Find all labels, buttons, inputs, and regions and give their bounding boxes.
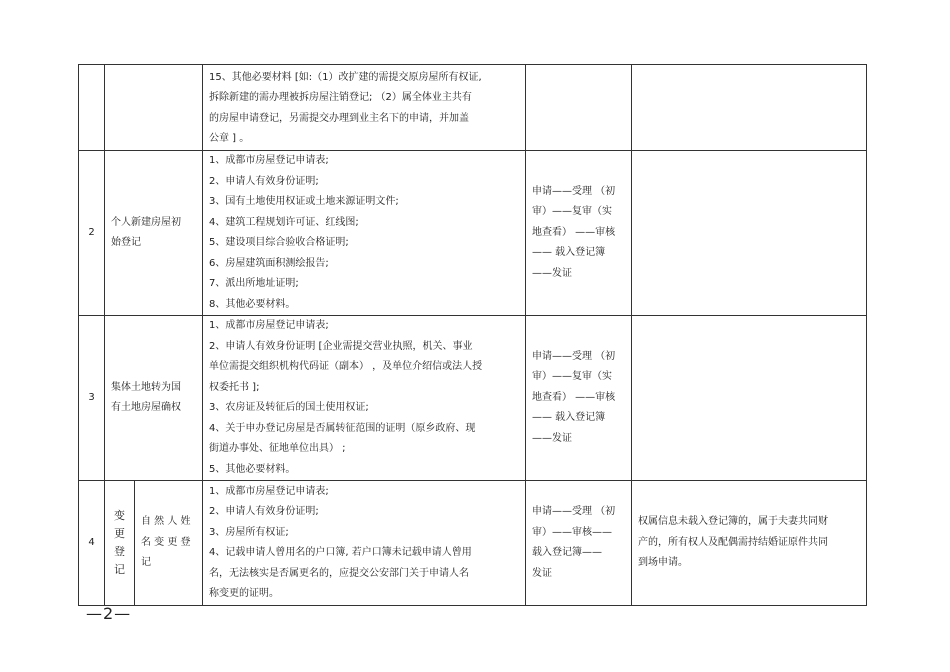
process-line: —— 载入登记簿 <box>532 247 606 259</box>
material-line: 2、申请人有效身份证明; <box>209 175 319 187</box>
item-name-line: 记 <box>141 557 151 569</box>
material-line: 2、申请人有效身份证明; <box>209 506 319 517</box>
category-cell <box>105 481 135 606</box>
table-row <box>79 65 867 151</box>
item-name <box>105 65 203 151</box>
process-cell <box>526 481 632 606</box>
required-materials <box>203 151 526 316</box>
material-line: 名，无法核实是否属更名的，应提交公安部门关于申请人名 <box>209 567 469 579</box>
process-line: 地查看） ——审核 <box>532 391 616 403</box>
required-materials <box>203 316 526 481</box>
item-name-line: 自 然 人 姓 <box>141 516 191 528</box>
material-line: 1、成都市房屋登记申请表; <box>209 320 329 331</box>
category-char: 变 <box>114 509 125 522</box>
material-line: 4、关于申办登记房屋是否属转征范围的证明（原乡政府、现 <box>209 422 476 434</box>
table-row <box>79 151 867 316</box>
process-line: 申请——受理 （初 <box>532 506 616 517</box>
note-line: 到场申请。 <box>638 557 688 569</box>
material-line: 的房屋申请登记，另需提交办理到业主名下的申请，并加盖 <box>209 112 469 124</box>
required-materials <box>203 65 526 151</box>
note-cell <box>632 481 867 606</box>
item-name-line: 始登记 <box>111 237 141 248</box>
row-number <box>79 65 105 151</box>
process-cell <box>526 151 632 316</box>
material-line: 单位需提交组织机构代码证（副本） ，及单位介绍信或法人授 <box>209 361 483 372</box>
note-line: 权属信息未载入登记簿的，属于夫妻共同财 <box>638 516 828 528</box>
material-line: 15、其他必要材料 [如:（1）改扩建的需提交原房屋所有权证, <box>209 71 482 83</box>
page-number: —2— <box>86 604 132 623</box>
process-cell <box>526 65 632 151</box>
table-row <box>79 481 867 606</box>
material-line: 公章 ] 。 <box>209 133 250 144</box>
material-line: 街道办事处、征地单位出具） ; <box>209 443 346 454</box>
process-cell <box>526 316 632 481</box>
material-line: 7、派出所地址证明; <box>209 278 299 289</box>
registration-table <box>78 64 867 606</box>
process-line: ——发证 <box>532 432 572 444</box>
material-line: 5、其他必要材料。 <box>209 463 296 475</box>
material-line: 5、建设项目综合验收合格证明; <box>209 237 349 248</box>
item-name <box>105 316 203 481</box>
material-line: 3、国有土地使用权证或土地来源证明文件; <box>209 196 399 207</box>
material-line: 3、农房证及转征后的国土使用权证; <box>209 402 369 413</box>
note-cell <box>632 65 867 151</box>
item-name <box>135 481 203 606</box>
material-line: 6、房屋建筑面积测绘报告; <box>209 257 329 269</box>
category-char: 登 <box>114 545 125 558</box>
material-line: 权委托书 ]; <box>209 381 260 393</box>
material-line: 拆除新建的需办理被拆房屋注销登记; （2）属全体业主共有 <box>209 92 472 103</box>
row-number: 4 <box>79 481 105 606</box>
note-cell <box>632 316 867 481</box>
process-line: 审）——审核—— <box>532 526 612 538</box>
process-line: 申请——受理 （初 <box>532 350 616 362</box>
note-cell <box>632 151 867 316</box>
item-name <box>105 151 203 316</box>
item-name-line: 个人新建房屋初 <box>111 216 181 228</box>
row-number: 2 <box>79 151 105 316</box>
process-line: ——发证 <box>532 267 572 279</box>
material-line: 1、成都市房屋登记申请表; <box>209 485 329 497</box>
item-name-line: 有土地房屋确权 <box>111 402 181 413</box>
category-char: 更 <box>114 527 125 540</box>
process-line: 申请——受理 （初 <box>532 185 616 197</box>
material-line: 4、记载申请人曾用名的户口簿, 若户口簿未记载申请人曾用 <box>209 547 472 558</box>
note-line: 产的，所有权人及配偶需持结婚证原件共同 <box>638 536 828 548</box>
item-name-line: 集体土地转为国 <box>111 381 181 393</box>
material-line: 称变更的证明。 <box>209 588 279 599</box>
process-line: 发证 <box>532 567 552 579</box>
material-line: 8、其他必要材料。 <box>209 298 296 310</box>
material-line: 2、申请人有效身份证明 [企业需提交营业执照，机关、事业 <box>209 340 473 352</box>
table-row <box>79 316 867 481</box>
item-name-line: 名 变 更 登 <box>141 536 191 548</box>
material-line: 3、房屋所有权证; <box>209 526 289 538</box>
process-line: —— 载入登记簿 <box>532 412 606 424</box>
process-line: 审）——复审（实 <box>532 371 612 383</box>
required-materials <box>203 481 526 606</box>
process-line: 地查看） ——审核 <box>532 226 616 238</box>
material-line: 4、建筑工程规划许可证、红线图; <box>209 216 359 228</box>
category-char: 记 <box>114 563 125 576</box>
process-line: 载入登记簿—— <box>532 547 602 558</box>
process-line: 审）——复审（实 <box>532 206 612 218</box>
material-line: 1、成都市房屋登记申请表; <box>209 155 329 166</box>
row-number: 3 <box>79 316 105 481</box>
